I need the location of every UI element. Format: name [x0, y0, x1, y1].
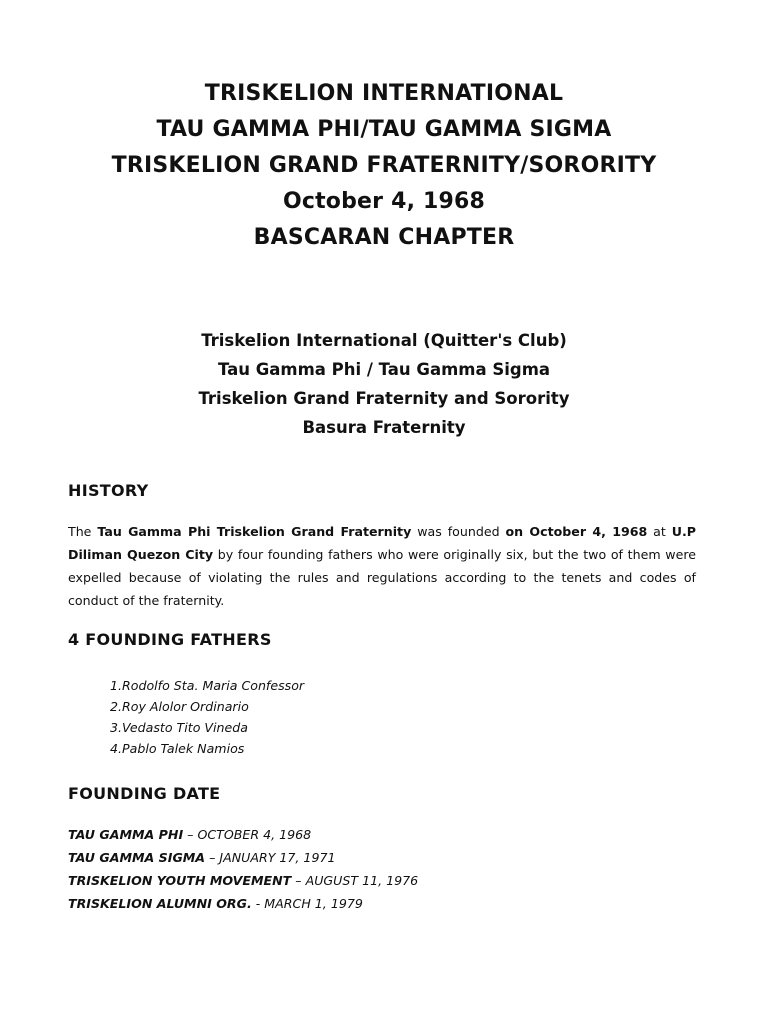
date-label: TAU GAMMA SIGMA: [68, 850, 206, 865]
title-line-3: TRISKELION GRAND FRATERNITY/SORORITY: [111, 153, 657, 178]
list-item: [68, 823, 418, 846]
date-label: TRISKELION YOUTH MOVEMENT: [68, 873, 292, 888]
history-bold-fraternity: Tau Gamma Phi Triskelion Grand Fraternity: [97, 524, 412, 539]
history-heading: HISTORY: [68, 481, 149, 500]
title-chapter: BASCARAN CHAPTER: [253, 225, 515, 250]
founders-heading: 4 FOUNDING FATHERS: [68, 630, 272, 649]
date-value: AUGUST 11, 1976: [305, 873, 419, 888]
list-item: 4.Pablo Talek Namios: [110, 741, 245, 756]
date-separator: –: [183, 827, 198, 842]
date-value: JANUARY 17, 1971: [219, 850, 336, 865]
history-bold-date: on October 4, 1968: [505, 524, 648, 539]
title-block: [0, 76, 768, 256]
history-bold-place: U.P Diliman Quezon City: [68, 524, 697, 562]
date-separator: –: [205, 850, 220, 865]
subtitle-line-1: Triskelion International (Quitter's Club): [201, 331, 567, 350]
list-item: 2.Roy Alolor Ordinario: [110, 699, 249, 714]
title-date: October 4, 1968: [282, 189, 486, 214]
subtitle-block: [0, 326, 768, 442]
list-item: 3.Vedasto Tito Vineda: [110, 720, 248, 735]
subtitle-line-4: Basura Fraternity: [302, 418, 466, 437]
subtitle-line-2: Tau Gamma Phi / Tau Gamma Sigma: [217, 360, 551, 379]
list-item: [68, 869, 418, 892]
title-line-1: TRISKELION INTERNATIONAL: [204, 81, 564, 106]
founders-list: [110, 675, 304, 759]
date-label: TAU GAMMA PHI: [68, 827, 184, 842]
history-text-4: by four founding fathers who were originally six, but the two of them were expelled because of violating the rules and regulations according to the tenets and codes of conduct of the fraternity.: [68, 547, 696, 608]
history-text-3: at: [647, 524, 672, 539]
history-text-2: was founded: [411, 524, 506, 539]
date-separator: -: [251, 896, 265, 911]
list-item: 1.Rodolfo Sta. Maria Confessor: [110, 678, 305, 693]
subtitle-line-3: Triskelion Grand Fraternity and Sorority: [198, 389, 570, 408]
list-item: [68, 892, 418, 915]
date-value: OCTOBER 4, 1968: [197, 827, 312, 842]
founding-date-list: [68, 823, 418, 915]
date-label: TRISKELION ALUMNI ORG.: [68, 896, 252, 911]
title-line-2: TAU GAMMA PHI/TAU GAMMA SIGMA: [156, 117, 612, 142]
date-value: MARCH 1, 1979: [264, 896, 363, 911]
founding-date-heading: FOUNDING DATE: [68, 784, 221, 803]
history-text-1: The: [68, 524, 98, 539]
date-separator: –: [291, 873, 306, 888]
list-item: [68, 846, 418, 869]
history-paragraph: [68, 520, 696, 612]
